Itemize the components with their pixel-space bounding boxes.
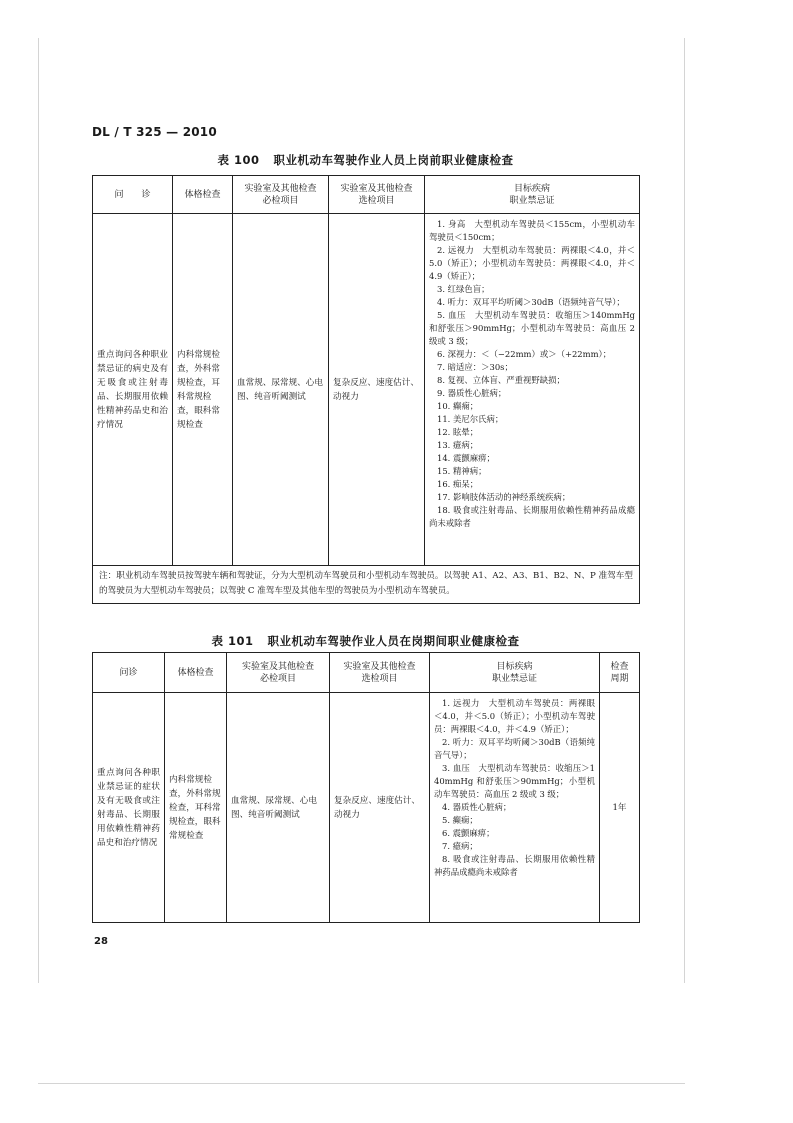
table-100-number: 表 100 <box>217 153 260 167</box>
target-item: 5. 癫痫； <box>442 815 478 825</box>
page-edge-bottom <box>38 1083 685 1084</box>
cell-lab-optional: 复杂反应、速度估计、动视力 <box>330 693 430 923</box>
standard-code: DL / T 325 — 2010 <box>92 125 217 139</box>
header-target <box>425 176 640 214</box>
target-item: 11. 美尼尔氏病； <box>437 414 504 424</box>
target-item: 15. 精神病； <box>437 466 487 476</box>
target-item: 9. 器质性心脏病； <box>437 388 507 398</box>
table-101-title <box>92 633 639 649</box>
table-101-row <box>93 693 640 923</box>
cell-target-diseases <box>425 214 640 566</box>
table-100-caption: 职业机动车驾驶作业人员上岗前职业健康检查 <box>273 153 514 167</box>
header-lab-required-text: 实验室及其他检查 必检项目 <box>241 661 314 684</box>
table-100-row <box>93 214 640 566</box>
page-number: 28 <box>94 936 108 947</box>
cell-lab-optional: 复杂反应、速度估计、动视力 <box>329 214 425 566</box>
header-lab-optional-text: 实验室及其他检查 选检项目 <box>343 661 416 684</box>
target-item: 18. 吸食或注射毒品、长期服用依赖性精神药品成瘾尚未戒除者 <box>429 505 635 528</box>
target-item: 16. 痴呆； <box>437 479 479 489</box>
target-item: 17. 影响肢体活动的神经系统疾病； <box>437 492 571 502</box>
header-lab-optional <box>330 653 430 693</box>
table-100-title <box>92 152 639 168</box>
header-target-text: 目标疾病 职业禁忌证 <box>491 661 537 684</box>
table-100 <box>92 175 640 604</box>
header-physical: 体格检查 <box>165 653 227 693</box>
header-period-text: 检查 周期 <box>610 661 629 684</box>
header-physical: 体格检查 <box>173 176 233 214</box>
target-item: 2. 远视力 大型机动车驾驶员：两裸眼＜4.0，并＜5.0（矫正）；小型机动车驾驶员：两裸眼＜4.0，并＜4.9（矫正）； <box>429 245 635 281</box>
target-item: 8. 复视、立体盲、严重视野缺损； <box>437 375 565 385</box>
header-lab-required <box>233 176 329 214</box>
target-item: 5. 血压 大型机动车驾驶员：收缩压＞140mmHg 和舒张压＞90mmHg；小型机动车驾驶员：高血压 2 级或 3 级； <box>429 310 635 346</box>
target-item: 6. 震颤麻痹； <box>442 828 495 838</box>
target-item: 7. 癔病； <box>442 841 478 851</box>
cell-target-diseases <box>430 693 600 923</box>
cell-inquiry: 重点询问各种职业禁忌证的症状及有无吸食或注射毒品、长期服用依赖性精神药品史和治疗情况 <box>93 693 165 923</box>
target-item: 14. 震颤麻痹； <box>437 453 495 463</box>
target-item: 6. 深视力：＜（−22mm）或＞（+22mm）； <box>437 349 612 359</box>
header-lab-optional-text: 实验室及其他检查 选检项目 <box>340 183 413 206</box>
page-edge-left <box>38 38 39 983</box>
target-item: 2. 听力：双耳平均听阈＞30dB（语频纯音气导）； <box>434 737 595 760</box>
header-target <box>430 653 600 693</box>
table-101 <box>92 652 640 923</box>
target-item: 8. 吸食或注射毒品、长期服用依赖性精神药品成瘾尚未戒除者 <box>434 854 595 877</box>
cell-lab-required: 血常规、尿常规、心电图、纯音听阈测试 <box>233 214 329 566</box>
header-lab-required-text: 实验室及其他检查 必检项目 <box>244 183 317 206</box>
cell-lab-required: 血常规、尿常规、心电图、纯音听阈测试 <box>227 693 330 923</box>
header-target-text: 目标疾病 职业禁忌证 <box>509 183 555 206</box>
target-item: 3. 血压 大型机动车驾驶员：收缩压＞140mmHg 和舒张压＞90mmHg；小型机动车驾驶员：高血压 2 级或 3 级； <box>434 763 595 799</box>
cell-physical: 内科常规检查，外科常规检查，耳科常规检查，眼科常规检查 <box>173 214 233 566</box>
target-item: 1. 身高 大型机动车驾驶员＜155cm，小型机动车驾驶员＜150cm； <box>429 219 635 242</box>
table-100-note: 注：职业机动车驾驶员按驾驶车辆和驾驶证，分为大型机动车驾驶员和小型机动车驾驶员。以驾驶 A1、A2、A3、B1、B2、N、P 准驾车型的驾驶员为大型机动车驾驶员；以驾驶 C 准驾车型及其他车型的驾驶员为小型机动车驾驶员。 <box>93 566 640 604</box>
header-inquiry: 问 诊 <box>93 176 173 214</box>
target-item: 10. 癫痫； <box>437 401 479 411</box>
target-item: 12. 眩晕； <box>437 427 479 437</box>
header-lab-optional <box>329 176 425 214</box>
cell-period: 1年 <box>600 693 640 923</box>
cell-physical: 内科常规检查，外科常规检查，耳科常规检查，眼科常规检查 <box>165 693 227 923</box>
table-100-header-row <box>93 176 640 214</box>
table-101-header-row <box>93 653 640 693</box>
header-lab-required <box>227 653 330 693</box>
target-item: 13. 癔病； <box>437 440 479 450</box>
table-101-caption: 职业机动车驾驶作业人员在岗期间职业健康检查 <box>267 634 520 648</box>
header-period <box>600 653 640 693</box>
target-item: 4. 听力：双耳平均听阈＞30dB（语频纯音气导）； <box>437 297 625 307</box>
target-item: 4. 器质性心脏病； <box>442 802 512 812</box>
header-inquiry: 问诊 <box>93 653 165 693</box>
cell-inquiry: 重点询问各种职业禁忌证的病史及有无吸食或注射毒品、长期服用依赖性精神药品史和治疗情况 <box>93 214 173 566</box>
target-item: 7. 暗适应：＞30s； <box>437 362 513 372</box>
target-item: 3. 红绿色盲； <box>437 284 490 294</box>
target-item: 1. 远视力 大型机动车驾驶员：两裸眼＜4.0，并＜5.0（矫正）；小型机动车驾驶员：两裸眼＜4.0，并＜4.9（矫正）； <box>434 698 595 734</box>
table-101-number: 表 101 <box>211 634 254 648</box>
page-edge-right <box>684 38 685 983</box>
table-100-note-row <box>93 566 640 604</box>
